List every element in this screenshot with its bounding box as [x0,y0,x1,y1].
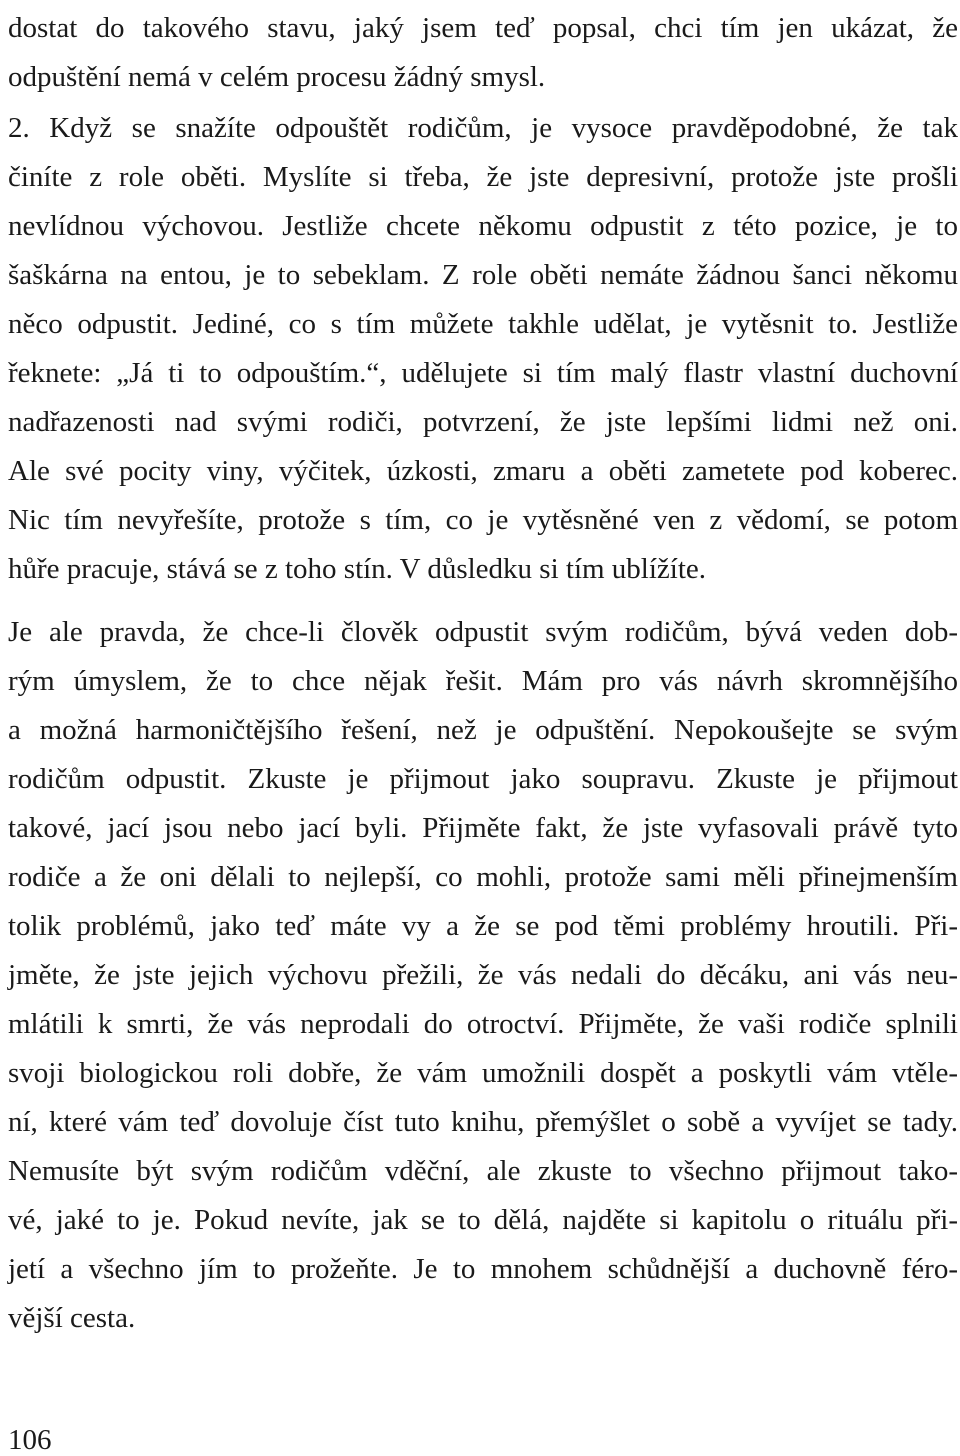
text-line: něco odpustit. Jediné, co s tím můžete takhle udělat, je vytěsnit to. Jestliže [8,308,958,340]
text-line: jměte, že jste jejich výchovu přežili, že vás nedali do děcáku, ani vás neu- [8,959,958,991]
text-line: tolik problémů, jako teď máte vy a že se pod těmi problémy hroutili. Při- [8,910,958,942]
text-line: rodičům odpustit. Zkuste je přijmout jako soupravu. Zkuste je přijmout [8,763,958,795]
text-line: nevlídnou výchovou. Jestliže chcete někomu odpustit z této pozice, je to [8,210,958,242]
page-number: 106 [8,1424,52,1456]
text-line: šaškárna na entou, je to sebeklam. Z role oběti nemáte žádnou šanci někomu [8,259,958,291]
paragraph-acceptance [8,594,958,1343]
text-line: rým úmyslem, že to chce nějak řešit. Mám pro vás návrh skromnějšího [8,665,958,697]
text-line: Ale své pocity viny, výčitek, úzkosti, zmaru a oběti zametete pod koberec. [8,455,958,487]
text-line: jetí a všechno jím to prožeňte. Je to mnohem schůdnější a duchovně féro- [8,1253,958,1285]
text-line: takové, jací jsou nebo jací byli. Přijměte fakt, že jste vyfasovali právě tyto [8,812,958,844]
paragraph-point-2 [8,102,958,594]
book-page [8,0,958,1343]
text-line: vé, jaké to je. Pokud nevíte, jak se to dělá, najděte si kapitolu o rituálu při- [8,1204,958,1236]
text-line: hůře pracuje, stává se z toho stín. V důsledku si tím ublížíte. [8,553,707,585]
text-line: Nic tím nevyřešíte, protože s tím, co je vytěsněné ven z vědomí, se potom [8,504,958,536]
text-line: 2. Když se snažíte odpouštět rodičům, je vysoce pravděpodobné, že tak [8,112,958,144]
text-line: ní, které vám teď dovoluje číst tuto knihu, přemýšlet o sobě a vyvíjet se tady. [8,1106,958,1138]
text-line: činíte z role oběti. Myslíte si třeba, že jste depresivní, protože jste prošli [8,161,958,193]
text-line: svoji biologickou roli dobře, že vám umožnili dospět a poskytli vám vtěle- [8,1057,958,1089]
paragraph-continuation [8,0,958,102]
text-line: Je ale pravda, že chce-li člověk odpustit svým rodičům, bývá veden dob- [8,616,958,648]
text-line: dostat do takového stavu, jaký jsem teď popsal, chci tím jen ukázat, že [8,12,958,44]
text-line: Nemusíte být svým rodičům vděční, ale zkuste to všechno přijmout tako- [8,1155,958,1187]
text-line: mlátili k smrti, že vás neprodali do otroctví. Přijměte, že vaši rodiče splnili [8,1008,958,1040]
text-line: nadřazenosti nad svými rodiči, potvrzení, že jste lepšími lidmi než oni. [8,406,958,438]
text-line: rodiče a že oni dělali to nejlepší, co mohli, protože sami měli přinejmenším [8,861,958,893]
text-line: odpuštění nemá v celém procesu žádný smysl. [8,61,546,93]
text-line: řeknete: „Já ti to odpouštím.“, udělujete si tím malý flastr vlastní duchovní [8,357,958,389]
text-line: a možná harmoničtějšího řešení, než je odpuštění. Nepokoušejte se svým [8,714,958,746]
text-line: vější cesta. [8,1302,136,1334]
